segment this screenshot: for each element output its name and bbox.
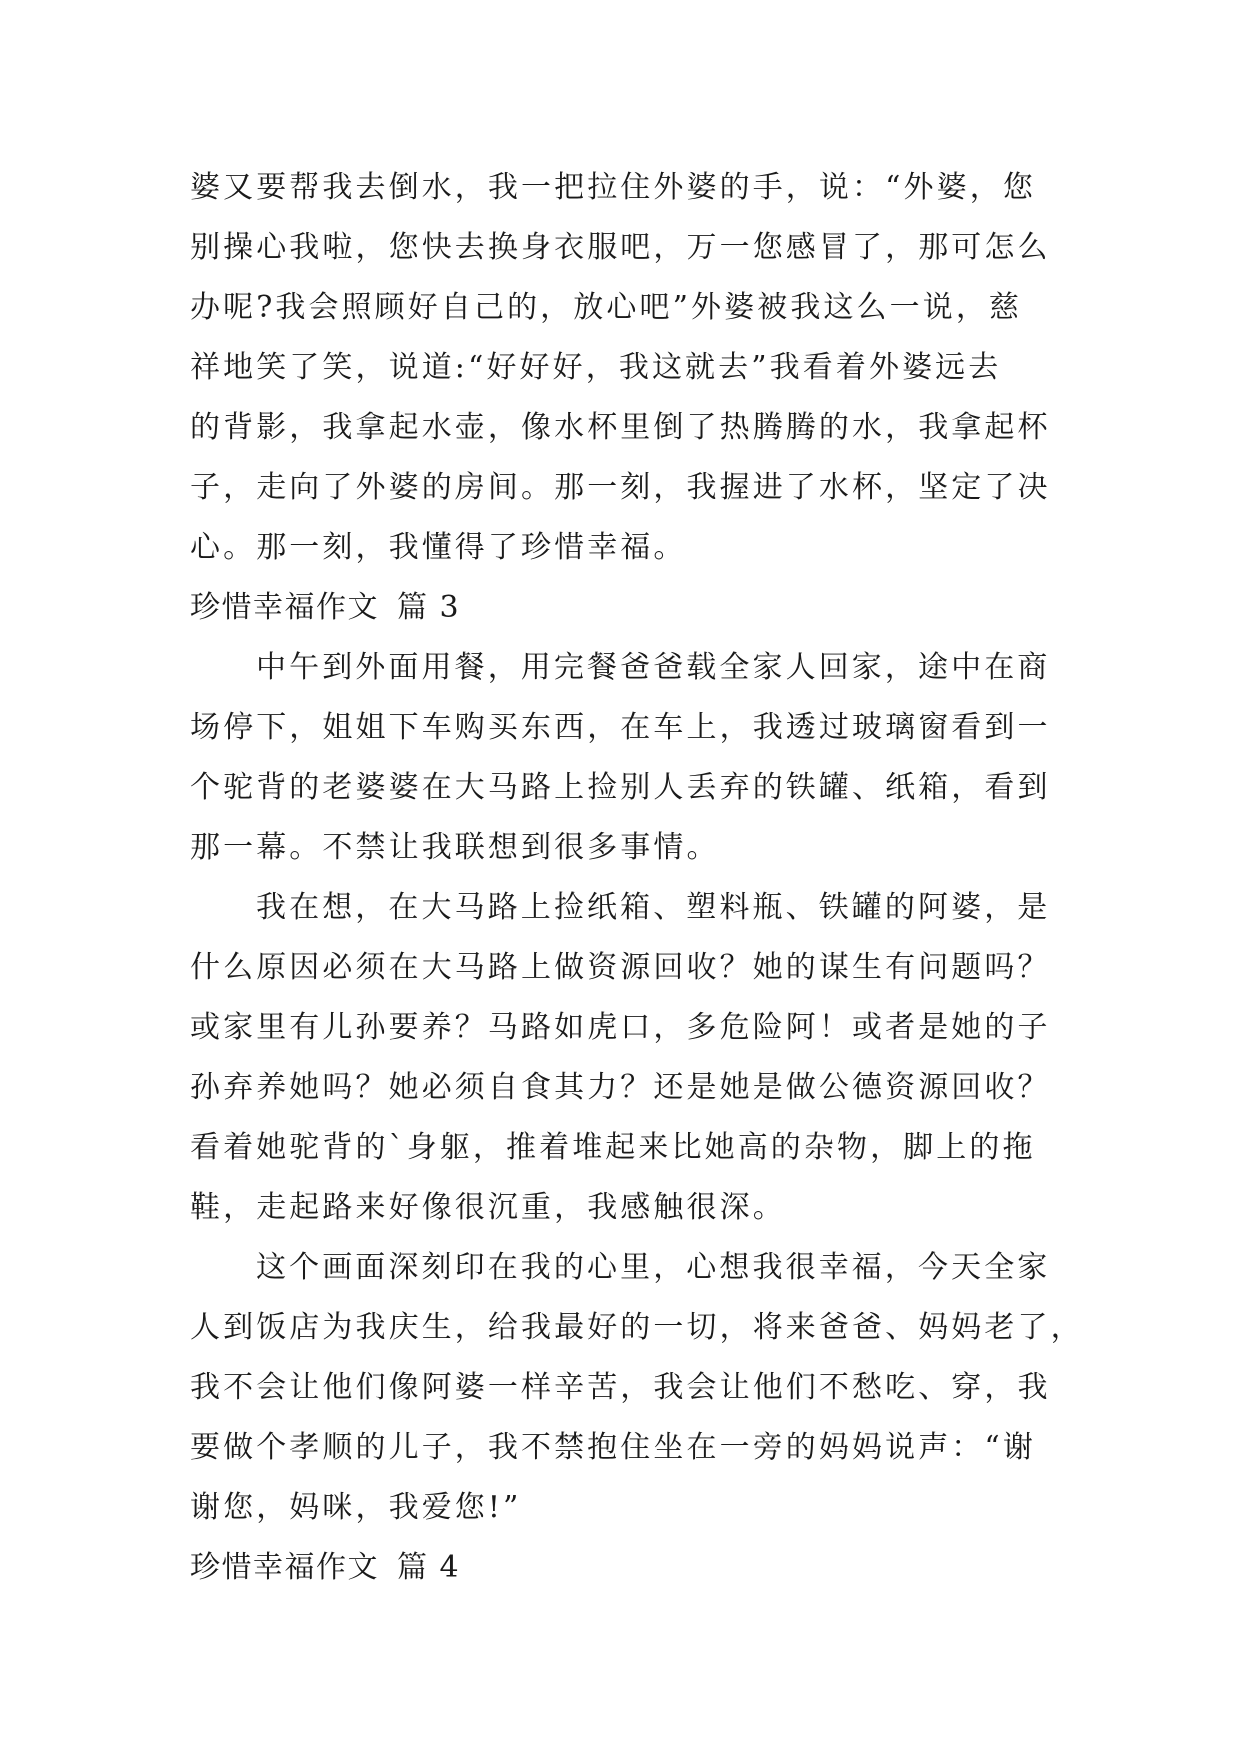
section-heading-number: 篇 4 bbox=[397, 1550, 461, 1585]
paragraph-line: 个驼背的老婆婆在大马路上捡别人丢弃的铁罐、纸箱，看到 bbox=[190, 770, 1051, 805]
paragraph-line: 或家里有儿孙要养？马路如虎口，多危险阿！或者是她的子 bbox=[190, 1010, 1051, 1045]
paragraph-line: 这个画面深刻印在我的心里，心想我很幸福，今天全家 bbox=[256, 1250, 1051, 1285]
paragraph-line: 我不会让他们像阿婆一样辛苦，我会让他们不愁吃、穿，我 bbox=[190, 1370, 1051, 1405]
paragraph-line: 看着她驼背的`身躯，推着堆起来比她高的杂物，脚上的拖 bbox=[190, 1130, 1036, 1165]
section-heading bbox=[190, 578, 1050, 638]
section-heading-number: 篇 3 bbox=[397, 590, 461, 625]
paragraph-line: 婆又要帮我去倒水，我一把拉住外婆的手，说：“外婆，您 bbox=[190, 170, 1036, 205]
section-heading-title: 珍惜幸福作文 bbox=[190, 1550, 379, 1585]
body-paragraph bbox=[190, 158, 1050, 578]
paragraph-line: 那一幕。不禁让我联想到很多事情。 bbox=[190, 830, 720, 865]
paragraph-line: 的背影，我拿起水壶，像水杯里倒了热腾腾的水，我拿起杯 bbox=[190, 410, 1051, 445]
body-paragraph bbox=[190, 878, 1050, 1238]
paragraph-line: 谢您，妈咪，我爱您!” bbox=[190, 1490, 522, 1525]
paragraph-line: 别操心我啦，您快去换身衣服吧，万一您感冒了，那可怎么 bbox=[190, 230, 1051, 265]
body-paragraph bbox=[190, 1238, 1084, 1538]
paragraph-line: 心。那一刻，我懂得了珍惜幸福。 bbox=[190, 530, 687, 565]
paragraph-line: 中午到外面用餐，用完餐爸爸载全家人回家，途中在商 bbox=[256, 650, 1051, 685]
paragraph-line: 办呢?我会照顾好自己的，放心吧”外婆被我这么一说，慈 bbox=[190, 290, 1023, 325]
paragraph-line: 要做个孝顺的儿子，我不禁抱住坐在一旁的妈妈说声：“谢 bbox=[190, 1430, 1036, 1465]
section-heading bbox=[190, 1538, 1050, 1598]
paragraph-line: 人到饭店为我庆生，给我最好的一切，将来爸爸、妈妈老了， bbox=[190, 1310, 1084, 1345]
section-heading-title: 珍惜幸福作文 bbox=[190, 590, 379, 625]
document-body bbox=[190, 158, 1084, 1598]
paragraph-line: 鞋，走起路来好像很沉重，我感触很深。 bbox=[190, 1190, 786, 1225]
paragraph-line: 场停下，姐姐下车购买东西，在车上，我透过玻璃窗看到一 bbox=[190, 710, 1051, 745]
paragraph-line: 我在想，在大马路上捡纸箱、塑料瓶、铁罐的阿婆，是 bbox=[256, 890, 1051, 925]
paragraph-line: 子，走向了外婆的房间。那一刻，我握进了水杯，坚定了决 bbox=[190, 470, 1051, 505]
body-paragraph bbox=[190, 638, 1050, 878]
paragraph-line: 什么原因必须在大马路上做资源回收？她的谋生有问题吗？ bbox=[190, 950, 1051, 985]
paragraph-line: 祥地笑了笑，说道:“好好好，我这就去”我看着外婆远去 bbox=[190, 350, 1002, 385]
paragraph-line: 孙弃养她吗？她必须自食其力？还是她是做公德资源回收？ bbox=[190, 1070, 1051, 1105]
